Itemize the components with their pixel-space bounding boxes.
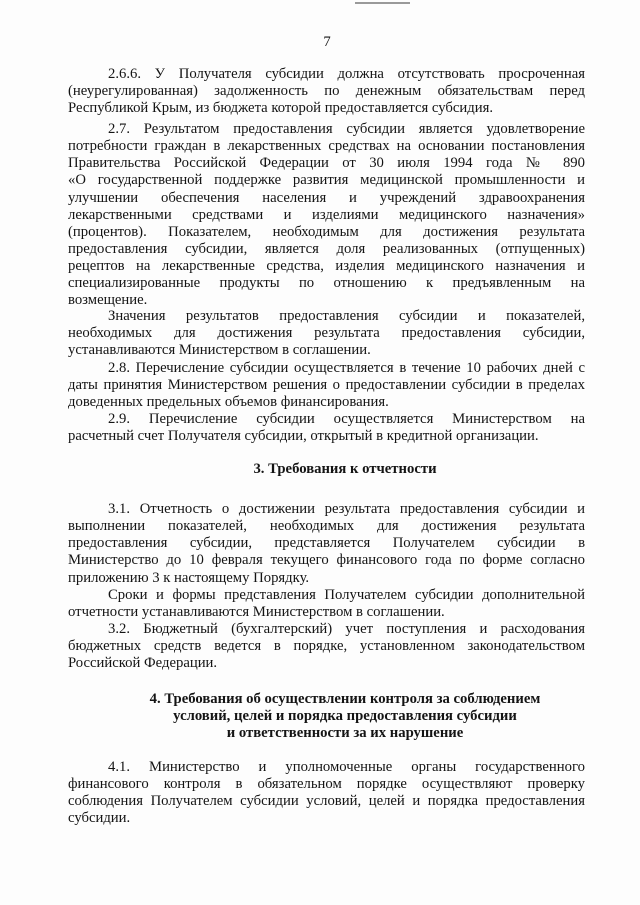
section-3-heading [105, 461, 585, 478]
scan-artifact-line [355, 2, 410, 4]
paragraph-line: необходимых для достижения результата предоставления субсидии, [68, 325, 585, 342]
heading-line: 3. Требования к отчетности [253, 461, 437, 477]
paragraph-line: Министерство до 10 февраля текущего финансового года по форме согласно [68, 552, 585, 569]
paragraph-line: предоставления субсидии, является доля реализованных (отпущенных) [68, 240, 585, 257]
paragraph-line: Российской Федерации. [68, 655, 218, 672]
paragraph-line: «О государственной поддержке развития медицинской промышленности и [68, 172, 585, 189]
paragraph-line: возмещение. [68, 292, 148, 309]
paragraph-line: бюджетных средств ведется в порядке, установленном законодательством [68, 638, 585, 655]
paragraph-line: (процентов). Показателем, необходимым для достижения результата [68, 223, 585, 240]
paragraph-2-8 [68, 360, 585, 411]
paragraph-3-2 [68, 621, 585, 672]
paragraph-3-1-terms [68, 587, 585, 621]
paragraph-line: потребности граждан в лекарственных средствах на основании постановления [68, 138, 585, 155]
paragraph-line: специализированные продукты по отношению к предъявленным на [68, 275, 585, 292]
paragraph-2-6-6 [68, 66, 585, 117]
paragraph-line: 2.8. Перечисление субсидии осуществляется в течение 10 рабочих дней с [108, 360, 585, 376]
paragraph-3-1 [68, 501, 585, 587]
paragraph-line: устанавливаются Министерством в соглашении. [68, 342, 371, 359]
paragraph-2-9 [68, 411, 585, 445]
paragraph-line: 2.9. Перечисление субсидии осуществляется Министерством на [108, 411, 585, 427]
paragraph-line: лекарственными средствами и изделиями медицинского назначения» [68, 206, 585, 223]
paragraph-line: Республикой Крым, из бюджета которой предоставляется субсидия. [68, 100, 494, 117]
paragraph-line: 3.2. Бюджетный (бухгалтерский) учет поступления и расходования [108, 621, 585, 637]
heading-line: условий, целей и порядка предоставления субсидии [173, 708, 517, 725]
paragraph-line: выполнении показателей, необходимых для достижения результата [68, 518, 585, 535]
paragraph-line: отчетности устанавливаются Министерством в соглашении. [68, 604, 445, 621]
paragraph-line: расчетный счет Получателя субсидии, открытый в кредитной организации. [68, 428, 539, 445]
paragraph-line: доведенных предельных объемов финансирования. [68, 394, 389, 411]
paragraph-line: приложению 3 к настоящему Порядку. [68, 569, 310, 586]
paragraph-line: субсидии. [68, 810, 131, 827]
paragraph-line: Значения результатов предоставления субсидии и показателей, [108, 308, 585, 324]
paragraph-2-7 [68, 121, 585, 310]
paragraph-line: соблюдения Получателем субсидии условий, целей и порядка предоставления [68, 793, 585, 810]
section-4-heading [105, 691, 585, 742]
paragraph-line: Правительства Российской Федерации от 30 июля 1994 года № 890 [68, 155, 585, 172]
paragraph-line: даты принятия Министерством решения о предоставлении субсидии в пределах [68, 377, 585, 394]
paragraph-4-1 [68, 759, 585, 828]
paragraph-2-7-values [68, 308, 585, 359]
paragraph-line: (неурегулированная) задолженность по денежным обязательствам перед [68, 83, 585, 100]
heading-line: и ответственности за их нарушение [226, 725, 464, 742]
page-number: 7 [323, 34, 331, 50]
paragraph-line: 2.6.6. У Получателя субсидии должна отсутствовать просроченная [108, 66, 585, 82]
paragraph-line: рецептов на лекарственные средства, изделия медицинского назначения и [68, 258, 585, 275]
paragraph-line: 3.1. Отчетность о достижении результата предоставления субсидии и [108, 501, 585, 517]
heading-line: 4. Требования об осуществлении контроля за соблюдением [149, 691, 541, 707]
paragraph-line: 2.7. Результатом предоставления субсидии является удовлетворение [108, 121, 585, 137]
paragraph-line: предоставления субсидии, представляется Получателем субсидии в [68, 535, 585, 552]
paragraph-line: Сроки и формы представления Получателем субсидии дополнительной [108, 587, 585, 603]
paragraph-line: 4.1. Министерство и уполномоченные органы государственного [108, 759, 585, 775]
paragraph-line: финансового контроля в обязательном порядке осуществляют проверку [68, 776, 585, 793]
paragraph-line: улучшении обеспечения населения и учреждений здравоохранения [68, 189, 585, 206]
